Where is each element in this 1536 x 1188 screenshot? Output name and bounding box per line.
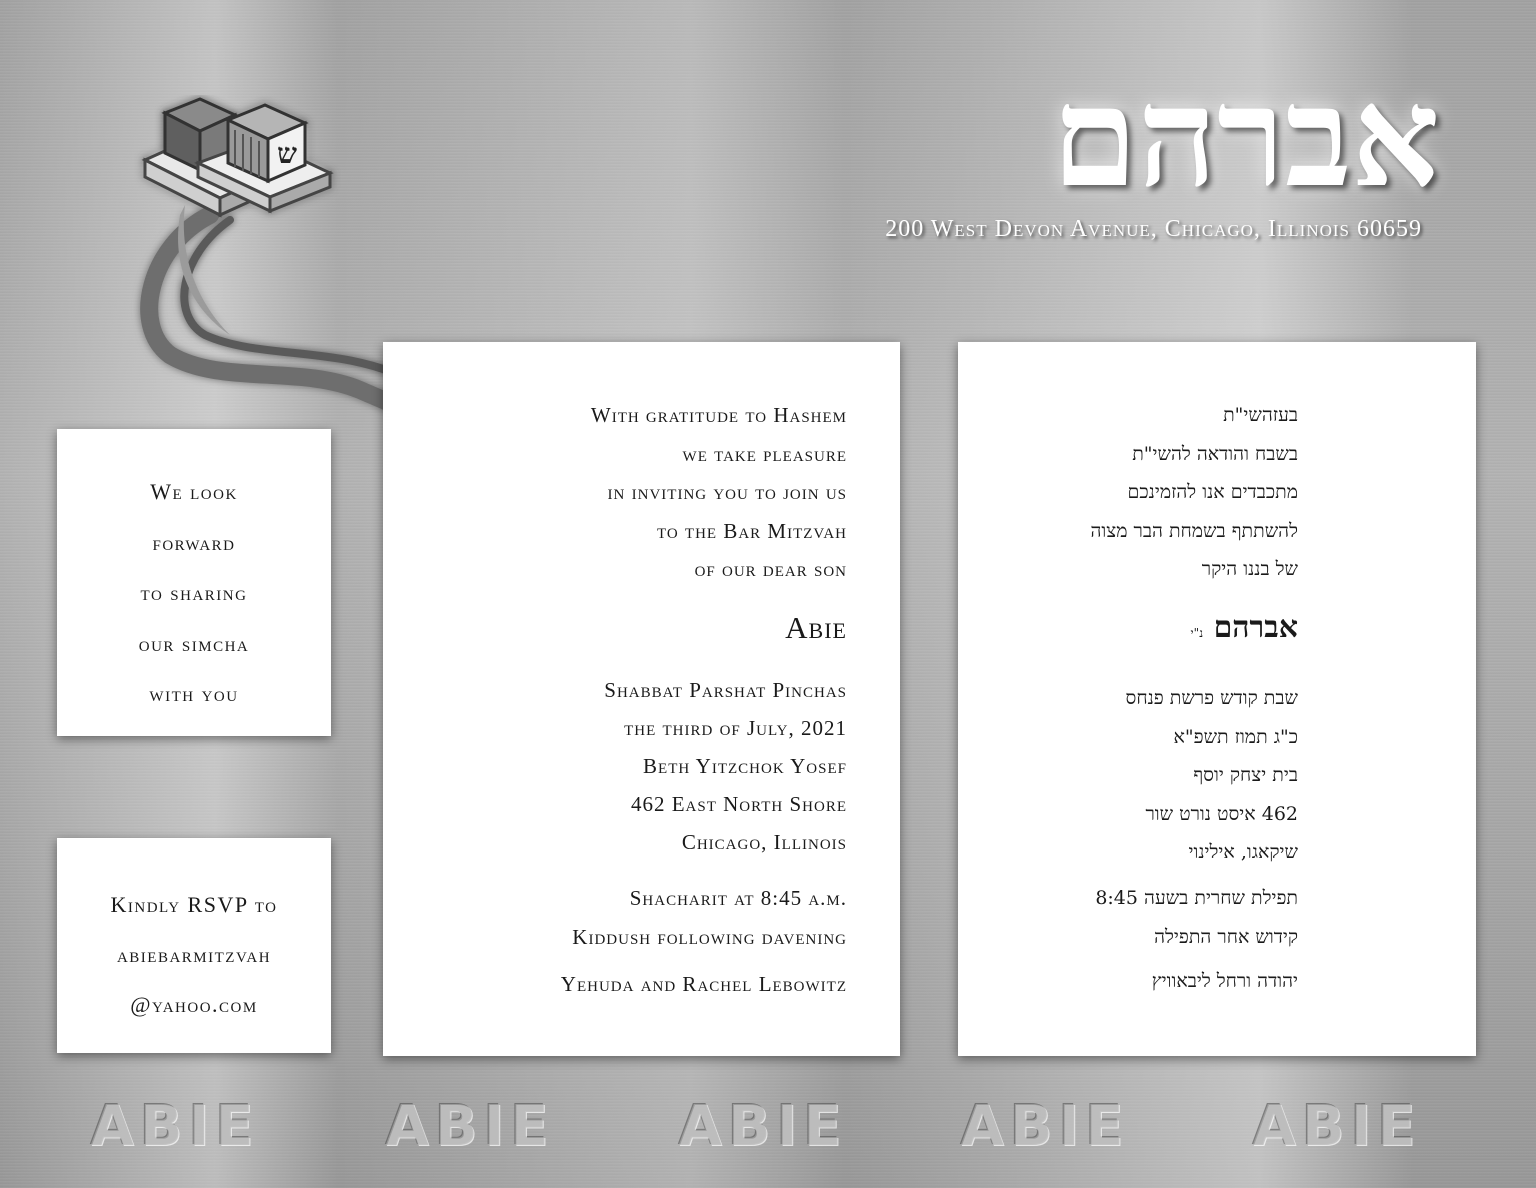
english-intro-line: With gratitude to Hashem — [590, 403, 847, 427]
watermark-text: ABIE — [960, 1094, 1130, 1159]
english-intro-line: in inviting you to join us — [607, 480, 847, 504]
look-forward-line: to sharing — [140, 580, 248, 605]
english-detail-line: Chicago, Illinois — [681, 830, 847, 854]
english-invitation-card — [383, 342, 900, 1056]
watermark-row — [0, 1094, 1536, 1164]
rsvp-email-user: abiebarmitzvah — [116, 942, 272, 967]
english-detail-line: Beth Yitzchok Yosef — [643, 754, 847, 778]
hebrew-intro-line: בשבח והודאה להשי"ת — [1132, 442, 1298, 465]
hebrew-time-line: קידוש אחר התפילה — [1154, 925, 1298, 948]
hebrew-parents-text: יהודה ורחל ליבאוויץ — [1151, 970, 1298, 992]
english-parents-text: Yehuda and Rachel Lebowitz — [560, 972, 847, 996]
english-detail-line: 462 East North Shore — [630, 792, 847, 816]
english-child-name — [785, 610, 847, 646]
english-intro-line: we take pleasure — [682, 441, 847, 466]
address: 200 West Devon Avenue, Chicago, Illinois 60659 — [885, 216, 1422, 242]
look-forward-line: with you — [149, 681, 239, 706]
hebrew-intro-line: בעזהשי"ת — [1223, 404, 1298, 426]
english-intro — [591, 396, 847, 589]
hebrew-child-name-text: אברהם — [1213, 610, 1298, 645]
look-forward-line: forward — [152, 529, 236, 555]
hebrew-detail-line: שבת קודש פרשת פנחס — [1125, 687, 1298, 709]
hebrew-detail-line: 462 איסט נורט שור — [1145, 802, 1298, 825]
hebrew-detail-line: בית יצחק יוסף — [1193, 764, 1298, 786]
english-detail-line: Shabbat Parshat Pinchas — [604, 678, 847, 702]
hebrew-title: אברהם — [1051, 55, 1440, 218]
english-child-name-text: Abie — [785, 610, 847, 645]
english-intro-line: to the Bar Mitzvah — [656, 518, 847, 543]
look-forward-line: our simcha — [138, 630, 250, 656]
english-time-line: Kiddush following davening — [572, 924, 847, 949]
hebrew-intro-line: של בננו היקר — [1201, 558, 1298, 580]
english-details — [604, 671, 847, 861]
english-times — [572, 879, 847, 956]
rsvp-line: Kindly RSVP to — [110, 892, 278, 917]
hebrew-invitation-card — [958, 342, 1476, 1056]
hebrew-details — [1126, 679, 1298, 872]
hebrew-parents — [1152, 970, 1298, 993]
english-parents — [561, 972, 847, 997]
watermark-text: ABIE — [90, 1094, 260, 1159]
rsvp-email-domain: @yahoo.com — [130, 992, 258, 1017]
hebrew-detail-line: כ"ג תמוז תשפ"א — [1173, 725, 1298, 748]
watermark-text: ABIE — [678, 1094, 848, 1159]
english-intro-line: of our dear son — [694, 557, 847, 581]
hebrew-intro — [1090, 396, 1298, 589]
english-detail-line: the third of July, 2021 — [624, 716, 847, 740]
watermark-text: ABIE — [385, 1094, 555, 1159]
look-forward-card — [57, 429, 331, 736]
hebrew-times — [1095, 879, 1298, 956]
hebrew-intro-line: מתכבדים אנו להזמינכם — [1127, 481, 1298, 503]
hebrew-name-suffix: נ"י — [1190, 626, 1204, 640]
watermark-text: ABIE — [1252, 1094, 1422, 1159]
hebrew-child-name — [1191, 610, 1298, 645]
english-time-line: Shacharit at 8:45 a.m. — [629, 886, 847, 910]
logo-letter: ש — [277, 137, 297, 170]
look-forward-line: We look — [150, 479, 238, 504]
hebrew-intro-line: להשתתף בשמחת הבר מצוה — [1090, 519, 1298, 542]
hebrew-time-line: תפילת שחרית בשעה 8:45 — [1095, 887, 1298, 909]
hebrew-detail-line: שיקאגו, אילינוי — [1188, 841, 1298, 863]
rsvp-card — [57, 838, 331, 1053]
